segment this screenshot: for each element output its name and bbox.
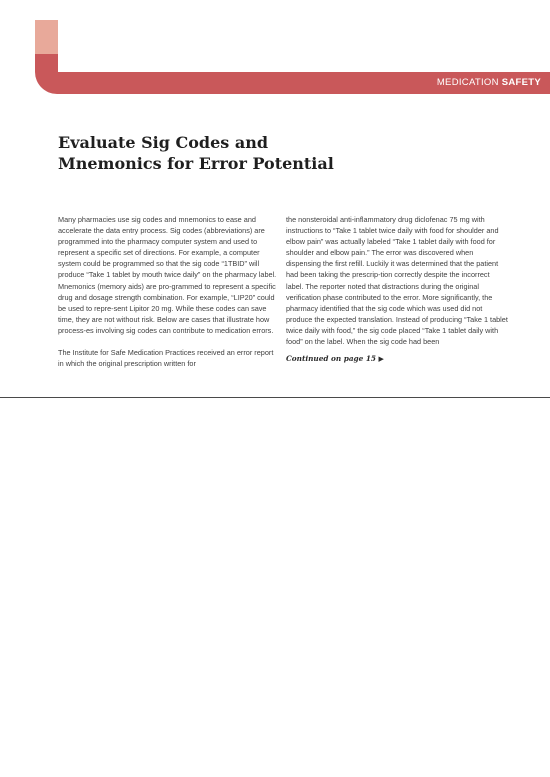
continued-link[interactable] — [286, 353, 508, 364]
body-paragraph: The Institute for Safe Medication Practices received an error report in which the original prescription written for — [58, 348, 274, 369]
body-paragraph: Many pharmacies use sig codes and mnemonics to ease and accelerate the data entry process. Sig codes (abbreviations) are programmed into the pharmacy computer system and used to represent a specific set of directions. For example, a computer system could be programmed so that the sig code “1TBID” will produce “Take 1 tablet by mouth twice daily” on the pharmacy label. Mnemonics (memory aids) are pro-grammed to represent a specific drug and dosage strength combination. For example, “LIP20” could be used to repre-sent Lipitor 20 mg. While these codes can save time, they are not without risk. Below are cases that illustrate how process-es involving sig codes can contribute to medication errors. — [58, 215, 277, 335]
article-column-left — [58, 214, 280, 369]
section-label — [437, 72, 541, 94]
section-label-bold: SAFETY — [501, 77, 541, 88]
body-paragraph: the nonsteroidal anti-inflammatory drug diclofenac 75 mg with instructions to “Take 1 tablet twice daily with food for shoulder and elbow pain” was actually labeled “Take 1 tablet daily with food for shoulder and elbow pain.” The error was discovered when dispensing the first refill. Luckily it was determined that the patient had been taking the prescrip-tion correctly despite the incorrect label. The reporter noted that distractions during the original verification phase contributed to the error. More significantly, the pharmacy identified that the sig code which was used did not produce the expected translation. Instead of producing “Take 1 tablet twice daily with food,” the sig code placed “Take 1 tablet daily with food” on the label. When the sig code had been — [286, 215, 508, 347]
header-tab-accent-dark — [35, 54, 58, 72]
header-tab-accent-light — [35, 20, 58, 54]
article-title: Evaluate Sig Codes and Mnemonics for Error Potential — [58, 133, 334, 173]
article-column-right — [286, 214, 508, 364]
section-label-light: MEDICATION — [436, 77, 502, 88]
arrow-right-icon: ▶ — [378, 354, 384, 364]
page-divider — [0, 397, 550, 398]
continued-label: Continued on page 15 — [286, 354, 376, 364]
header-corner — [35, 72, 58, 94]
